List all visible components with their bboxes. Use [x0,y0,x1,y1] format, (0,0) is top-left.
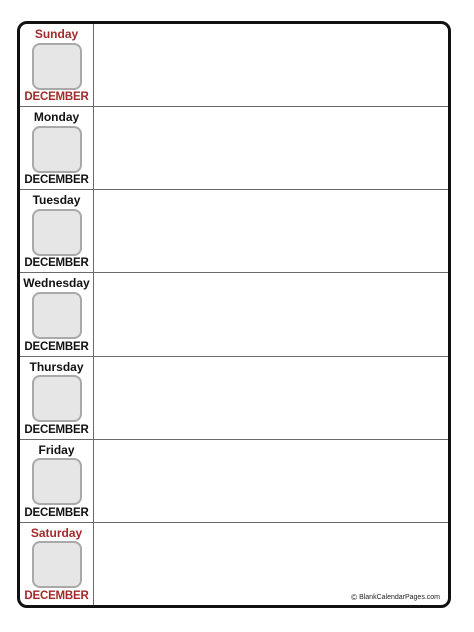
notes-area [94,24,448,106]
day-row-wednesday [20,273,448,356]
date-box [32,209,82,256]
day-name: Sunday [34,27,79,41]
day-row-tuesday [20,190,448,273]
day-column [20,107,94,189]
notes-area [94,523,448,605]
day-column [20,357,94,439]
month-label: DECEMBER [24,340,89,353]
date-box [32,458,82,505]
credit-text: BlankCalendarPages.com [359,594,440,602]
month-label: DECEMBER [24,506,89,519]
month-label: DECEMBER [24,174,89,187]
notes-area [94,107,448,189]
day-name: Monday [33,110,80,125]
day-name: Tuesday [32,193,81,208]
date-box [32,43,82,90]
day-column [20,523,94,605]
weekly-planner-frame [17,21,451,608]
day-name: Wednesday [23,276,90,291]
month-label: DECEMBER [24,423,89,436]
month-label: DECEMBER [24,257,89,270]
date-box [32,126,82,173]
notes-area [94,357,448,439]
month-label: DECEMBER [24,589,89,602]
day-row-thursday [20,357,448,440]
copyright-icon: © [351,592,358,602]
day-column [20,440,94,522]
notes-area [94,273,448,355]
day-row-sunday [20,24,448,107]
day-row-saturday [20,523,448,605]
date-box [32,375,82,422]
day-name: Friday [38,442,75,457]
notes-area [94,190,448,272]
day-column [20,24,94,106]
day-name: Thursday [29,359,84,374]
notes-area [94,440,448,522]
day-column [20,273,94,355]
site-credit [351,594,440,602]
day-name: Saturday [30,525,83,540]
day-row-friday [20,440,448,523]
day-column [20,190,94,272]
date-box [32,541,82,588]
day-row-monday [20,107,448,190]
month-label: DECEMBER [24,91,89,104]
date-box [32,292,82,339]
